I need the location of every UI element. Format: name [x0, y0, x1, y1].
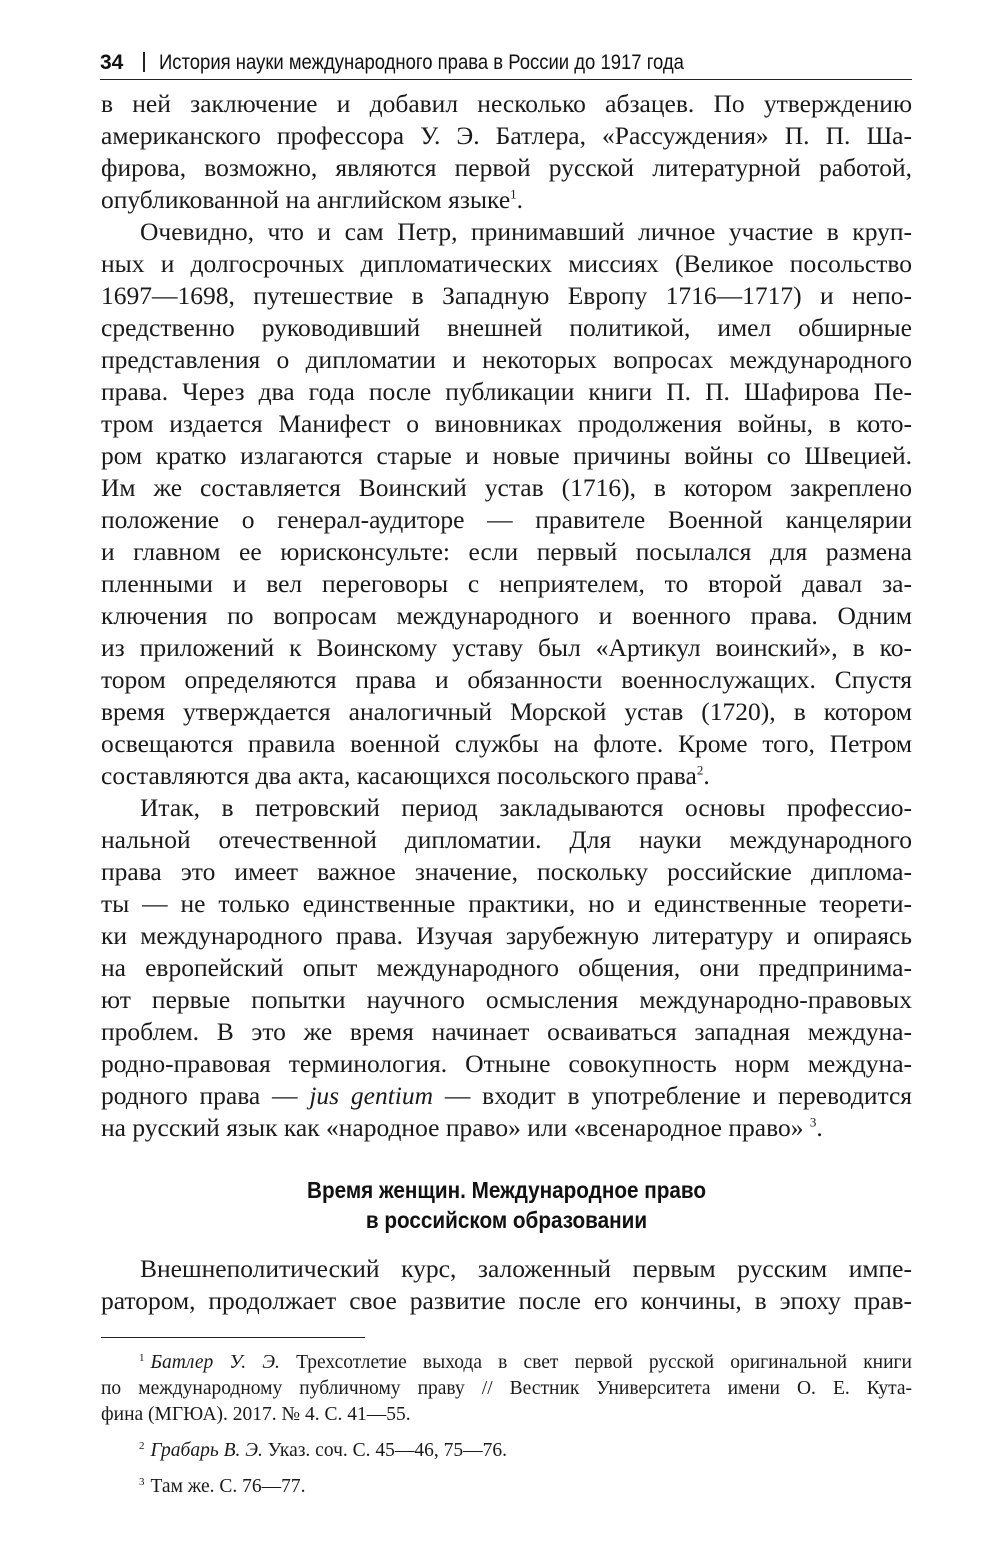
text-line: ратором, продолжает свое развитие после его кончины, в эпоху прав-: [101, 1286, 912, 1315]
text-line: родного права — jus gentium — входит в употребление и переводится: [101, 1081, 912, 1110]
text-line: составляются два акта, касающихся посольского права$^2$.: [101, 761, 710, 790]
text-line: из приложений к Воинскому уставу был «Артикул воинский», в ко-: [101, 633, 912, 662]
text-line: ют первые попытки научного осмысления международно-правовых: [101, 985, 912, 1014]
text-line: Очевидно, что и сам Петр, принимавший личное участие в круп-: [140, 217, 912, 246]
text-line: тором определяются права и обязанности военнослужащих. Спустя: [101, 665, 912, 694]
text-line: Итак, в петровский период закладываются основы профессио-: [140, 793, 912, 822]
header-separator: [143, 52, 145, 72]
running-header: [100, 46, 912, 80]
text-line: ных и долгосрочных дипломатических миссиях (Великое посольство: [101, 249, 912, 278]
text-line: ты — не только единственные практики, но и единственные теорети-: [101, 889, 912, 918]
footnotes: [101, 1350, 912, 1500]
main-text-continued: [101, 1253, 912, 1317]
text-line: Внешнеполитический курс, заложенный первым русским импе-: [140, 1254, 912, 1283]
footnote-1: $^1$ Батлер У. Э. Трехсотлетие выхода в свет первой русской оригинальной книги: [139, 1351, 912, 1373]
text-line: ки международного права. Изучая зарубежную литературу и опираясь: [101, 921, 912, 950]
text-line: средственно руководивший внешней политикой, имел обширные: [101, 313, 912, 342]
footnote-ref-2[interactable]: 2: [696, 762, 704, 778]
footnote-separator: [101, 1337, 365, 1338]
text-line: права. Через два года после публикации книги П. П. Шафирова Пе-: [101, 377, 912, 406]
latin-term: jus gentium: [309, 1081, 434, 1110]
text-line: на европейский опыт международного общения, они предпринима-: [101, 953, 912, 982]
main-text: [101, 88, 912, 1144]
text-line: освещаются правила военной службы на флоте. Кроме того, Петром: [101, 729, 912, 758]
footnote-author: Грабарь В. Э.: [150, 1440, 263, 1461]
text-line: и главном ее юрисконсульте: если первый посылался для размена: [101, 537, 912, 566]
section-heading: [101, 1175, 912, 1235]
section-heading-line: Время женщин. Международное право: [306, 1177, 706, 1203]
text-line: американского профессора У. Э. Батлера, «Рассуждения» П. П. Ша-: [101, 121, 912, 150]
footnote-2: $^2$ Грабарь В. Э. Указ. соч. С. 45—46, 75—76.: [139, 1439, 508, 1461]
page-number: 34: [100, 51, 124, 74]
text-line: ключения по вопросам международного и военного права. Одним: [101, 601, 912, 630]
footnote-ref-1[interactable]: 1: [510, 186, 517, 202]
text-line: фирова, возможно, являются первой русской литературной работой,: [101, 153, 912, 182]
text-line: ром кратко излагаются старые и новые причины войны со Швецией.: [101, 441, 912, 470]
footnote-3: $^3$ Там же. С. 76—77.: [139, 1475, 306, 1497]
text-line: положение о генерал-аудиторе — правителе Военной канцелярии: [101, 505, 912, 534]
text-line: Им же составляется Воинский устав (1716), в котором закреплено: [101, 473, 912, 502]
text-line: на русский язык как «народное право» или «всенародное право» $^3$.: [101, 1113, 823, 1142]
text-line: представления о дипломатии и некоторых вопросах международного: [101, 345, 912, 374]
text-line: 1697—1698, путешествие в Западную Европу 1716—1717) и непо-: [101, 281, 912, 310]
running-title: История науки международного права в России до 1917 года: [159, 51, 685, 74]
section-heading-line: в российском образовании: [365, 1207, 648, 1233]
text-line: родно-правовая терминология. Отныне совокупность норм междуна-: [101, 1049, 912, 1078]
text-line: время утверждается аналогичный Морской устав (1720), в котором: [101, 697, 912, 726]
footnote-ref-3[interactable]: 3: [809, 1114, 817, 1130]
footnote-author: Батлер У. Э.: [150, 1352, 280, 1373]
text-line: нальной отечественной дипломатии. Для науки международного: [101, 825, 912, 854]
text-line: права это имеет важное значение, поскольку российские диплома-: [101, 857, 912, 886]
text-line: проблем. В это же время начинает осваиваться западная междуна-: [101, 1017, 912, 1046]
text-line: тром издается Манифест о виновниках продолжения войны, в кото-: [101, 409, 912, 438]
text-line: пленными и вел переговоры с неприятелем, то второй давал за-: [101, 569, 912, 598]
footnote-line: по международному публичному праву // Вестник Университета имени О. Е. Кута-: [101, 1378, 912, 1399]
footnote-line: фина (МГЮА). 2017. № 4. С. 41—55.: [101, 1404, 411, 1425]
text-line: в ней заключение и добавил несколько абзацев. По утверждению: [101, 89, 912, 118]
text-line: опубликованной на английском языке$^1$.: [101, 185, 524, 214]
